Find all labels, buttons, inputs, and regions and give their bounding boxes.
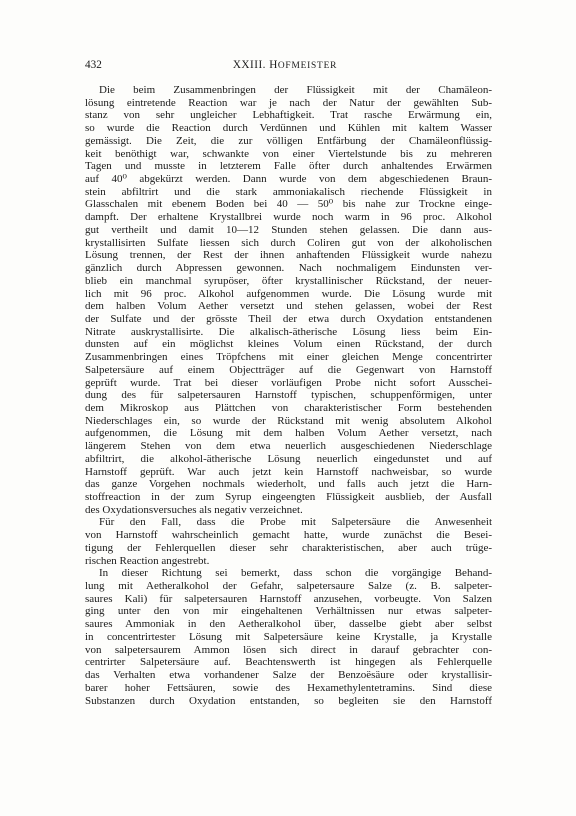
text-line: Harnstoff geprüft. War auch jetzt kein Harnstoff nachweisbar, so wurde [85,465,492,478]
text-line: dung des für salpetersauren Harnstoff typischen, schuppenförmigen, unter [85,389,492,402]
page-header [85,58,485,72]
text-line: Substanzen durch Oxydation entstanden, so begleiten sie den Harnstoff [85,694,492,707]
text-line: stein abfiltrirt und die stark ammoniakalisch riechende Flüssigkeit in [85,185,492,198]
text-line: tigung der Fehlerquellen dieser sehr charakteristischen, aber auch trüge- [85,541,492,554]
text-line: gemässigt. Die Zeit, die zur völligen Entfärbung der Chamäleonflüssig- [85,134,492,147]
text-line: rischen Reaction angestrebt. [85,554,210,567]
text-line: das ganze Vorgehen nochmals wiederholt, und falls auch jetzt die Harn- [85,478,492,491]
text-line: dunsten auf ein möglichst kleines Volum einen Rückstand, der durch [85,338,492,351]
text-line: Lösung trennen, der Rest der ihnen anhaftenden Flüssigkeit wurde nahezu [85,249,492,262]
text-line: Für den Fall, dass die Probe mit Salpetersäure die Anwesenheit [99,516,492,529]
text-line: In dieser Richtung sei bemerkt, dass schon die vorgängige Behand- [99,567,492,580]
text-line: Tagen und musste in letzterem Falle öfter durch anhaltendes Erwärmen [85,160,492,173]
text-line: des Oxydationsversuches als negativ verzeichnet. [85,503,303,516]
text-line: barer hoher Fettsäuren, sowie des Hexamethylentetramins. Sind diese [85,681,492,694]
text-line: von Harnstoff wahrscheinlich gemacht hatte, wurde zunächst die Besei- [85,529,492,542]
running-head-prefix: XXIII. H [232,59,278,71]
text-line: krystallisirten Sulfate liessen sich durch Coliren gut von der alkoholischen [85,236,492,249]
text-line: stoffreaction in der zum Syrup eingeengten Flüssigkeit ausblieb, der Ausfall [85,491,492,503]
text-line: saures Kali) für salpetersauren Harnstoff anzusehen, vorbeugte. Von Salzen [85,592,492,605]
text-line: ging unter den von mir eingehaltenen Verhältnissen nur etwas salpeter- [85,605,492,618]
text-line: lich mit 96 proc. Alkohol aufgenommen wurde. Die Lösung wurde mit [85,287,492,300]
text-line: auf 40⁰ abgekürzt werden. Dann wurde von dem abgeschiedenen Braun- [85,173,492,186]
text-line: so wurde die Reaction durch Verdünnen und Kühlen mit kaltem Wasser [85,122,492,135]
text-line: Zusammenbringen eines Tröpfchens mit einer gleichen Menge concentrirter [85,351,492,364]
text-line: dem Mikroskop aus Plättchen von charakteristischer Form bestehenden [85,401,492,414]
text-line: der Sulfate und der grösste Theil der etwa durch Oxydation entstandenen [85,312,492,325]
text-line: dem halben Volum Aether versetzt und stehen gelassen, wobei der Rest [85,300,492,313]
running-head [85,58,485,73]
text-line: dampft. Der erhaltene Krystallbrei wurde noch warm in 96 proc. Alkohol [85,211,492,224]
text-line: saures Ammoniak in den Aetheralkohol über, dasselbe giebt aber selbst [85,618,492,631]
text-line: lung mit Aetheralkohol der Gefahr, salpetersaure Salze (z. B. salpeter- [85,580,492,593]
text-line: gut vertheilt und damit 10—12 Stunden stehen gelassen. Die dann aus- [85,223,492,236]
text-line: Nitrate auskrystallisirte. Die alkalisch-ätherische Lösung liess beim Ein- [85,325,492,338]
page-number: 432 [85,59,102,71]
text-line: längerem Stehen von dem etwa neuerlich ausgeschiedenen Niederschlage [85,440,492,453]
text-line: von salpetersaurem Ammon lösen sich direct in darauf gebrachter con- [85,643,492,656]
text-line: geprüft wurde. Trat bei dieser vorläufigen Probe nicht sofort Ausschei- [85,376,492,389]
text-line: Die beim Zusammenbringen der Flüssigkeit mit der Chamäleon- [99,84,492,96]
text-line: das Verhalten etwa vorhandener Salze der Benzoësäure oder krystallisir- [85,669,492,682]
text-line: in concentrirtester Lösung mit Salpetersäure keine Krystalle, ja Krystalle [85,630,492,643]
text-line: centrirter Salpetersäure auf. Beachtenswerth ist hingegen als Fehlerquelle [85,656,492,669]
text-line: stanz von sehr ungleicher Lebhaftigkeit. Trat rasche Erwärmung ein, [85,109,492,122]
text-line: lösung eintretende Reaction war je nach der Natur der gewählten Sub- [85,96,492,109]
text-line: Salpetersäure auf einem Objectträger auf die Gegenwart von Harnstoff [85,363,492,376]
text-line: blieb ein manchmal syrupöser, öfter krystallinischer Rückstand, der neuer- [85,274,492,287]
text-line: Niederschlages ein, so wurde der Rückstand mit wenig absolutem Alkohol [85,414,492,427]
text-line: abfiltrirt, die alkohol-ätherische Lösung neuerlich eingedunstet und auf [85,452,492,465]
text-line: aufgenommen, die Lösung mit dem halben Volum Aether versetzt, nach [85,427,492,440]
running-head-rest: OFMEISTER [277,61,338,71]
text-line: keit benöthigt war, schwankte von einer Viertelstunde bis zu mehreren [85,147,492,160]
text-line: gänzlich durch Abpressen gewonnen. Nach nochmaligem Eindunsten ver- [85,262,492,275]
body-text [85,84,492,707]
text-line: Glasschalen mit ebenem Boden bei 40 — 50⁰ bis nahe zur Trockne einge- [85,198,492,211]
